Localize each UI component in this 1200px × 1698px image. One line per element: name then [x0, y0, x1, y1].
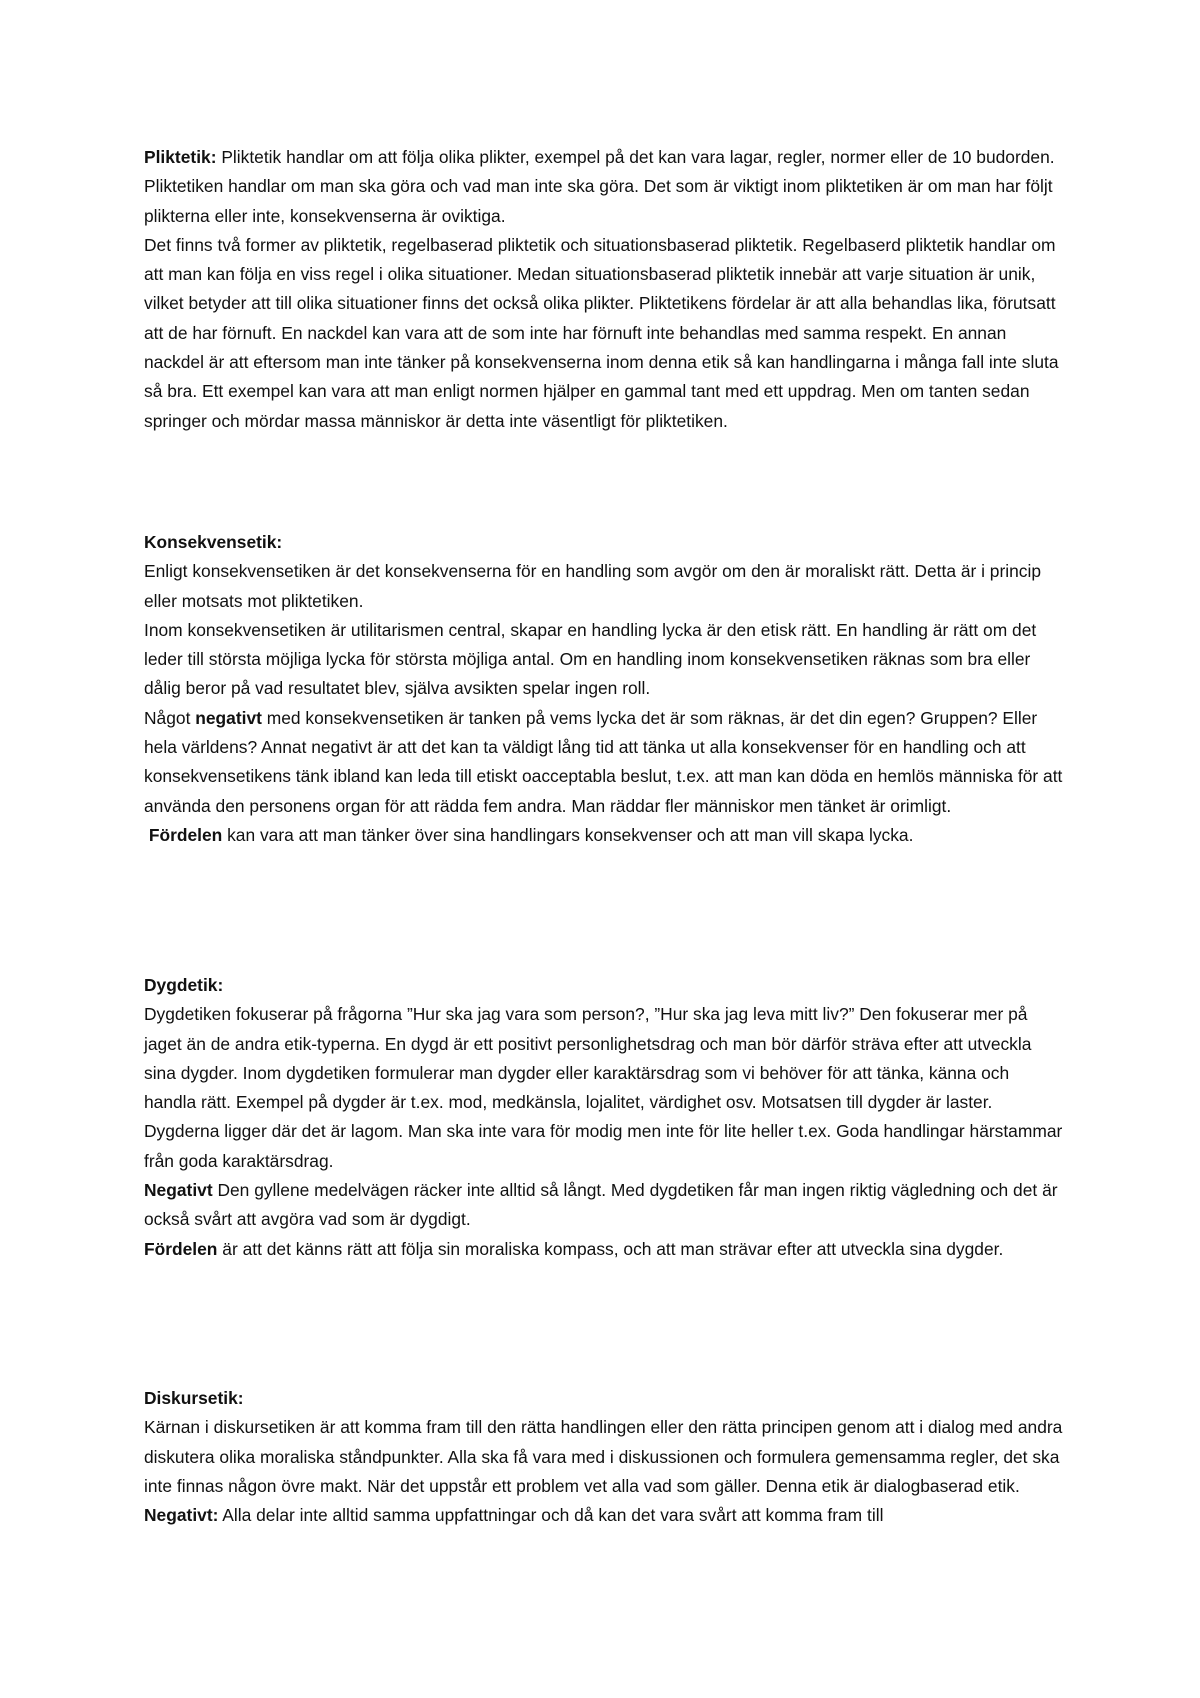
- section-heading-text: Konsekvensetik:: [144, 532, 283, 552]
- paragraph-text: Något: [144, 707, 196, 728]
- section-konsekvensetik: [144, 528, 1064, 850]
- paragraph: [144, 1176, 1064, 1235]
- section-diskursetik: [144, 1384, 1064, 1530]
- emphasis-text: Negativt: [144, 1180, 213, 1201]
- emphasis-text: Fördelen: [144, 1238, 218, 1259]
- section-pliktetik: [144, 143, 1064, 436]
- paragraph: [144, 1501, 1064, 1530]
- paragraph-text: kan vara att man tänker över sina handlingars konsekvenser och att man vill skapa lycka.: [222, 824, 914, 845]
- paragraph: [144, 143, 1064, 231]
- emphasis-text: negativt: [195, 707, 262, 728]
- section-heading: [144, 1384, 1064, 1413]
- paragraph: [144, 821, 1064, 850]
- paragraph: Det finns två former av pliktetik, regelbaserad pliktetik och situationsbaserad pliktetik. Regelbaserd pliktetik handlar om att man kan följa en viss regel i olika situationer. Medan situationsbaserad pliktetik innebär att varje situation är unik, vilket betyder att till olika situationer finns det också olika plikter. Pliktetikens fördelar är att alla behandlas lika, förutsatt att de har förnuft. En nackdel kan vara att de som inte har förnuft inte behandlas med samma respekt. En annan nackdel är att eftersom man inte tänker på konsekvenserna inom denna etik så kan handlingarna i många fall inte sluta så bra. Ett exempel kan vara att man enligt normen hjälper en gammal tant med ett uppdrag. Men om tanten sedan springer och mördar massa människor är detta inte väsentligt för pliktetiken.: [144, 234, 1059, 431]
- paragraph-text: med konsekvensetiken är tanken på vems lycka det är som räknas, är det din egen? Gruppen? Eller hela världens? Annat negativt är att det kan ta väldigt lång tid att tänka ut alla konsekvenser för en handling och att konsekvensetikens tänk ibland kan leda till etiskt oacceptabla beslut, t.ex. att man kan döda en hemlös människa för att använda den personens organ för att rädda fem andra. Man räddar fler människor men tänket är orimligt.: [144, 707, 1063, 816]
- section-heading-text: Dygdetik:: [144, 975, 224, 995]
- paragraph: [144, 704, 1064, 821]
- paragraph: Kärnan i diskursetiken är att komma fram till den rätta handlingen eller den rätta principen genom att i dialog med andra diskutera olika moraliska ståndpunkter. Alla ska få vara med i diskussionen och formulera gemensamma regler, det ska inte finnas någon övre makt. När det uppstår ett problem vet alla vad som gäller. Denna etik är dialogbaserad etik.: [144, 1417, 1063, 1496]
- paragraph: [144, 1235, 1064, 1264]
- paragraph: Dygdetiken fokuserar på frågorna ”Hur ska jag vara som person?, ”Hur ska jag leva mitt liv?” Den fokuserar mer på jaget än de andra etik-typerna. En dygd är ett positivt personlighetsdrag och man bör därför sträva efter att utveckla sina dygder. Inom dygdetiken formulerar man dygder eller karaktärsdrag som vi behöver för att tänka, känna och handla rätt. Exempel på dygder är t.ex. mod, medkänsla, lojalitet, värdighet osv. Motsatsen till dygder är laster. Dygderna ligger där det är lagom. Man ska inte vara för modig men inte för lite heller t.ex. Goda handlingar härstammar från goda karaktärsdrag.: [144, 1004, 1063, 1171]
- paragraph-text: Alla delar inte alltid samma uppfattningar och då kan det vara svårt att komma fram till: [218, 1505, 884, 1526]
- section-heading: [144, 971, 1064, 1000]
- paragraph: Enligt konsekvensetiken är det konsekvenserna för en handling som avgör om den är moraliskt rätt. Detta är i princip eller motsats mot pliktetiken.: [144, 561, 1042, 611]
- paragraph-text: är att det känns rätt att följa sin moraliska kompass, och att man strävar efter att utveckla sina dygder.: [217, 1238, 1004, 1259]
- paragraph-text: Pliktetik handlar om att följa olika plikter, exempel på det kan vara lagar, regler, normer eller de 10 budorden. Pliktetiken handlar om man ska göra och vad man inte ska göra. Det som är viktigt inom pliktetiken är om man har följt plikterna eller inte, konsekvenserna är oviktiga.: [144, 147, 1055, 226]
- section-heading-text: Diskursetik:: [144, 1388, 244, 1408]
- section-dygdetik: [144, 971, 1064, 1264]
- emphasis-text: Fördelen: [148, 824, 223, 845]
- paragraph: Inom konsekvensetiken är utilitarismen central, skapar en handling lycka är den etisk rätt. En handling är rätt om det leder till största möjliga lycka för största möjliga antal. Om en handling inom konsekvensetiken räknas som bra eller dålig beror på vad resultatet blev, själva avsikten spelar ingen roll.: [144, 619, 1037, 699]
- section-heading: Pliktetik:: [144, 147, 217, 167]
- emphasis-text: Negativt:: [144, 1505, 219, 1526]
- paragraph-text: Den gyllene medelvägen räcker inte alltid så långt. Med dygdetiken får man ingen riktig vägledning och det är också svårt att avgöra vad som är dygdigt.: [144, 1180, 1058, 1230]
- section-heading: [144, 528, 1064, 557]
